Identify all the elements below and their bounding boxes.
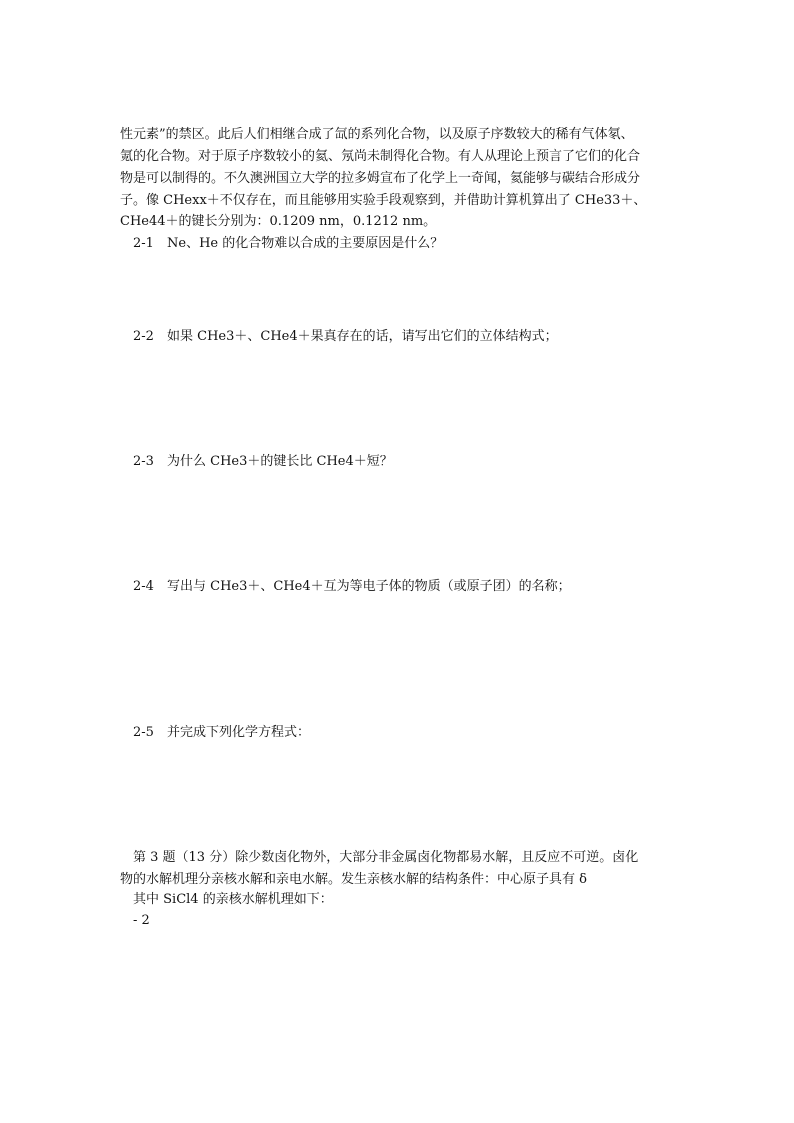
question-2-1	[133, 235, 443, 253]
question-2-3	[133, 453, 393, 471]
problem3-line-2: 物的水解机理分亲核水解和亲电水解。发生亲核水解的结构条件：中心原子具有 δ	[120, 872, 587, 887]
question-text: Ne、He 的化合物难以合成的主要原因是什么？	[167, 236, 444, 251]
question-text: 写出与 CHe3＋、CHe4＋互为等电子体的物质（或原子团）的名称；	[167, 579, 571, 594]
question-number: 2-2	[133, 329, 154, 344]
intro-line-5: CHe44＋的键长分别为：0.1209 nm，0.1212 nm。	[120, 214, 437, 229]
intro-line-2: 氪的化合物。对于原子序数较小的氦、氖尚未制得化合物。有人从理论上预言了它们的化合	[120, 149, 641, 164]
intro-line-3: 物是可以制得的。不久澳洲国立大学的拉多姆宣布了化学上一奇闻，氦能够与碳结合形成分	[120, 171, 641, 186]
question-text: 并完成下列化学方程式：	[167, 725, 311, 740]
question-text: 为什么 CHe3＋的键长比 CHe4＋短？	[167, 454, 393, 469]
question-text: 如果 CHe3＋、CHe4＋果真存在的话，请写出它们的立体结构式；	[167, 329, 558, 344]
question-2-2	[133, 328, 558, 346]
question-number: 2-1	[133, 236, 154, 251]
intro-line-4: 子。像 CHexx＋不仅存在，而且能够用实验手段观察到，并借助计算机算出了 CHe33＋、	[120, 193, 647, 208]
page-number: - 2	[133, 913, 150, 928]
question-2-5	[133, 724, 310, 742]
question-2-4	[133, 578, 571, 596]
question-number: 2-3	[133, 454, 154, 469]
question-number: 2-5	[133, 725, 154, 740]
question-number: 2-4	[133, 579, 154, 594]
problem3-line-1: 第 3 题（13 分）除少数卤化物外，大部分非金属卤化物都易水解，且反应不可逆。卤化	[133, 850, 639, 865]
intro-line-1: 性元素”的禁区。此后人们相继合成了氙的系列化合物，以及原子序数较大的稀有气体氡、	[120, 127, 634, 142]
problem3-line-3: 其中 SiCl4 的亲核水解机理如下：	[133, 892, 333, 907]
